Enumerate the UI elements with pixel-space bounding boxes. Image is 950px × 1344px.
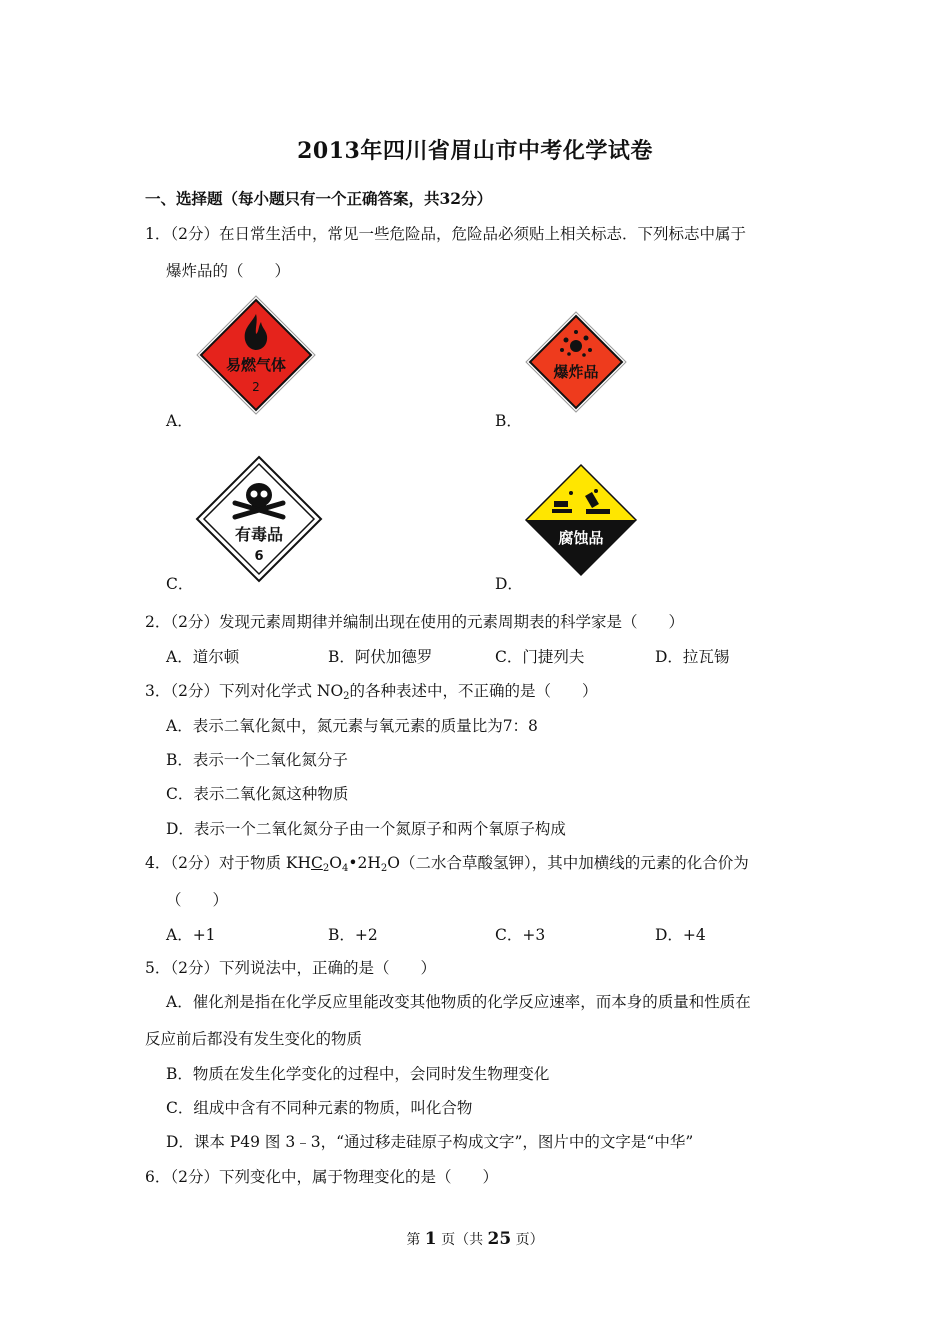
corrosive-sign-icon[interactable] — [524, 463, 638, 579]
question-3-option-d[interactable]: D．表示一个二氧化氮分子由一个氮原子和两个氧原子构成 — [166, 820, 566, 838]
question-2-option-b[interactable]: B．阿伏加德罗 — [328, 648, 433, 666]
question-2-stem: 2．（2分）发现元素周期律并编制出现在使用的元素周期表的科学家是（ ） — [145, 613, 684, 631]
sign-b-label: 爆炸品 — [553, 363, 599, 381]
question-3-option-a[interactable]: A．表示二氧化氮中，氮元素与氧元素的质量比为7：8 — [166, 717, 538, 735]
question-5-stem: 5．（2分）下列说法中，正确的是（ ） — [145, 959, 436, 977]
page-title: 2013年四川省眉山市中考化学试卷 — [297, 138, 653, 164]
question-5-option-d[interactable]: D．课本 P49 图 3﹣3，“通过移走硅原子构成文字”，图片中的文字是“中华” — [166, 1133, 694, 1151]
sign-c-label: 有毒品 — [234, 525, 284, 544]
question-5-option-c[interactable]: C．组成中含有不同种元素的物质，叫化合物 — [166, 1099, 473, 1117]
section-heading: 一、选择题（每小题只有一个正确答案，共32分） — [145, 189, 493, 208]
question-5-option-a-cont: 反应前后都没有发生变化的物质 — [145, 1030, 363, 1048]
question-4-stem-cont: （ ） — [166, 891, 229, 909]
question-4-option-a[interactable]: A．+1 — [166, 926, 216, 944]
question-1-option-c[interactable]: C． — [166, 575, 194, 593]
page-number: 1 — [424, 1229, 437, 1249]
explosive-sign-icon[interactable] — [524, 310, 628, 414]
sign-d-label: 腐蚀品 — [558, 529, 604, 547]
question-2-option-d[interactable]: D．拉瓦锡 — [655, 648, 730, 666]
question-4-option-c[interactable]: C．+3 — [495, 926, 546, 944]
question-1-stem: 1．（2分）在日常生活中，常见一些危险品，危险品必须贴上相关标志．下列标志中属于 — [145, 225, 746, 243]
question-1-option-a[interactable]: A． — [166, 412, 193, 430]
sign-a-label: 易燃气体 — [225, 356, 287, 374]
question-2-option-c[interactable]: C．门捷列夫 — [495, 648, 585, 666]
question-5-option-a[interactable]: A．催化剂是指在化学反应里能改变其他物质的化学反应速率，而本身的质量和性质在 — [166, 993, 751, 1011]
question-4-stem: 4．（2分）对于物质 $KHC_2O_4•2H_2O$（二水合草酸氢钾），其中加横线的元素的化合价为 — [145, 854, 749, 874]
sign-a-number: 2 — [252, 380, 260, 394]
question-4-option-d[interactable]: D．+4 — [655, 926, 706, 944]
sign-c-number: 6 — [254, 549, 264, 564]
question-1-stem-cont: 爆炸品的（ ） — [166, 262, 291, 280]
question-4-option-b[interactable]: B．+2 — [328, 926, 378, 944]
question-2-option-a[interactable]: A．道尔顿 — [166, 648, 240, 666]
flammable-gas-sign-icon[interactable] — [195, 294, 317, 416]
page-footer: 第 1 页（共 25 页） — [406, 1229, 544, 1249]
sign-b-diamond — [530, 316, 622, 408]
question-3-stem: 3．（2分）下列对化学式 $NO_2$的各种表述中，不正确的是（ ） — [145, 682, 598, 702]
page-total: 25 — [487, 1229, 512, 1249]
question-3-option-b[interactable]: B．表示一个二氧化氮分子 — [166, 751, 348, 769]
toxic-sign-icon[interactable] — [195, 455, 323, 583]
question-3-option-c[interactable]: C．表示二氧化氮这种物质 — [166, 785, 349, 803]
underlined-element: C — [311, 854, 323, 872]
question-1-option-d[interactable]: D． — [495, 575, 523, 593]
question-5-option-b[interactable]: B．物质在发生化学变化的过程中，会同时发生物理变化 — [166, 1065, 550, 1083]
question-1-option-b[interactable]: B． — [495, 412, 522, 430]
question-6-stem: 6．（2分）下列变化中，属于物理变化的是（ ） — [145, 1168, 498, 1186]
